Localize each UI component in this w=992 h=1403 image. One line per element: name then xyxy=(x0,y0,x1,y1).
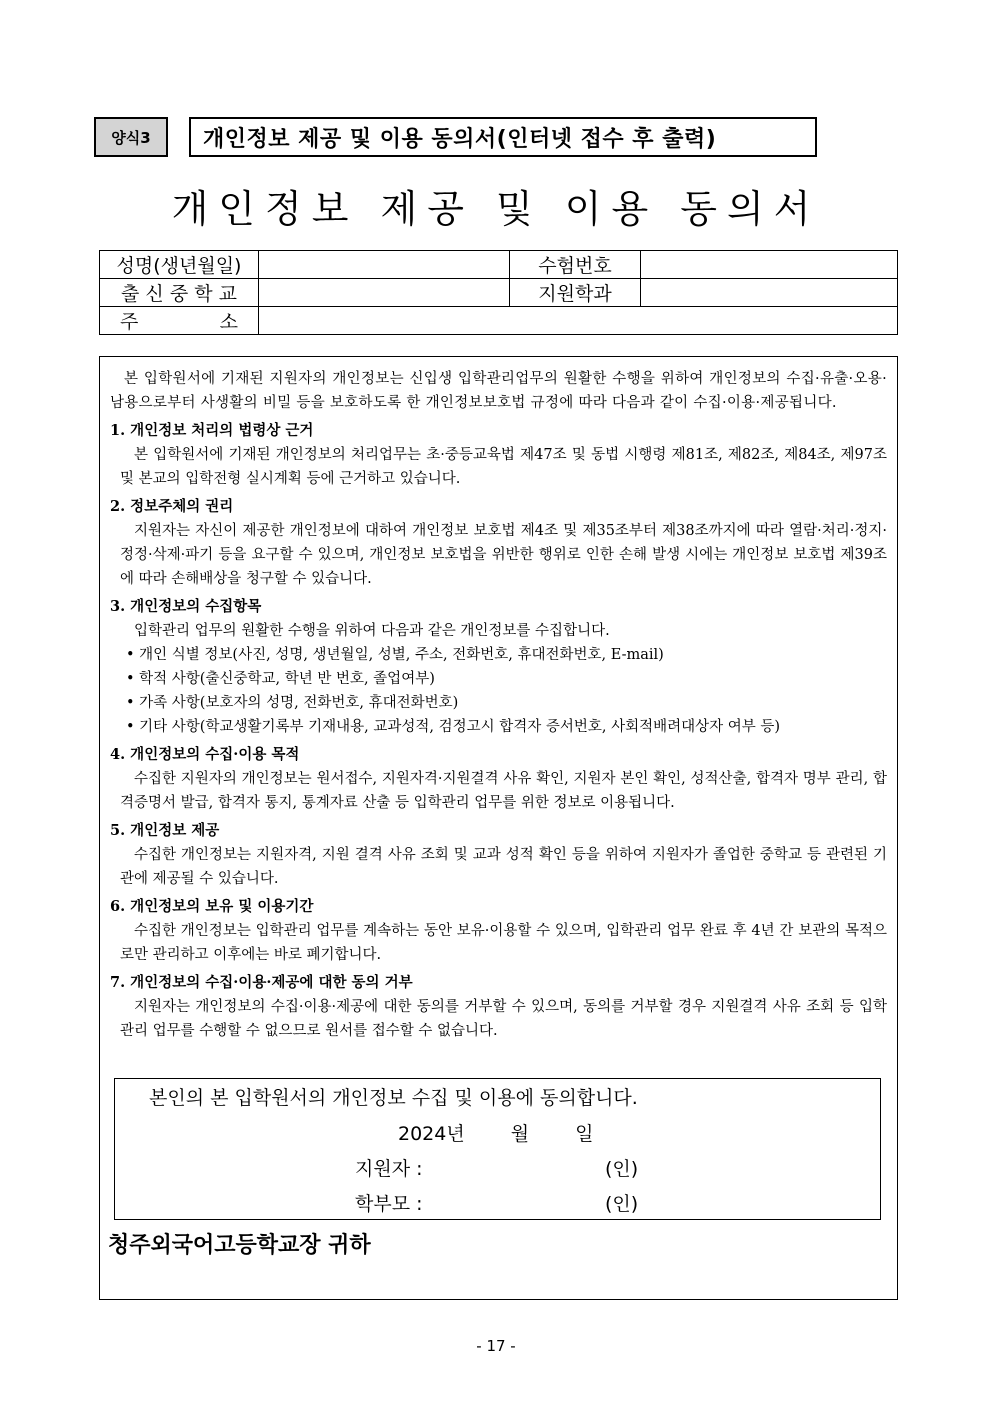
table-row xyxy=(100,251,898,279)
section-body: 수집한 개인정보는 입학관리 업무를 계속하는 동안 보유·이용할 수 있으며, 입학관리 업무 완료 후 4년 간 보관의 목적으로만 관리하고 이후에는 바로 폐기합니다. xyxy=(120,923,887,963)
section-title: 6. 개인정보의 보유 및 이용기간 xyxy=(110,898,314,915)
parent-label: 학부모 : xyxy=(355,1193,423,1215)
name-field[interactable] xyxy=(259,251,510,279)
list-item: • 가족 사항(보호자의 성명, 전화번호, 휴대전화번호) xyxy=(126,695,459,711)
form-header-title: 개인정보 제공 및 이용 동의서(인터넷 접수 후 출력) xyxy=(189,117,817,157)
table-row xyxy=(100,307,898,335)
table-row xyxy=(100,279,898,307)
form-number-tag: 양식3 xyxy=(94,117,168,157)
section-title: 2. 정보주체의 권리 xyxy=(110,498,234,515)
recipient-line: 청주외국어고등학교장 귀하 xyxy=(108,1232,371,1258)
section-body: 지원자는 자신이 제공한 개인정보에 대하여 개인정보 보호법 제4조 및 제35조부터 제38조까지에 따라 열람·처리·정지·정정·삭제·파기 등을 요구할 수 있으며, 개인정보 보호법을 위반한 행위로 인한 손해 발생 시에는 개인정보 보호법 제39조에 따라 손해배상을 청구할 수 있습니다. xyxy=(120,523,887,587)
section-body: 지원자는 개인정보의 수집·이용·제공에 대한 동의를 거부할 수 있으며, 동의를 거부할 경우 지원결격 사유 조회 등 입학관리 업무를 수행할 수 없으므로 원서를 접수할 수 없습니다. xyxy=(120,999,887,1039)
section-body: 입학관리 업무의 원활한 수행을 위하여 다음과 같은 개인정보를 수집합니다. xyxy=(134,623,610,639)
applicant-label: 지원자 : xyxy=(355,1158,423,1180)
exam-number-label: 수험번호 xyxy=(510,251,641,279)
section-title: 3. 개인정보의 수집항목 xyxy=(110,598,262,615)
list-item: • 기타 사항(학교생활기록부 기재내용, 교과성적, 검정고시 합격자 증서번호, 사회적배려대상자 여부 등) xyxy=(126,719,781,735)
applicant-signature-row[interactable] xyxy=(355,1154,638,1181)
date-month: 월 xyxy=(510,1123,530,1145)
name-label: 성명(생년월일) xyxy=(100,251,259,279)
date-day: 일 xyxy=(575,1123,594,1145)
middle-school-label: 출 신 중 학 교 xyxy=(100,279,259,307)
consent-date xyxy=(398,1119,593,1146)
address-label-part: 소 xyxy=(219,311,238,333)
document-title: 개인정보 제공 및 이용 동의서 xyxy=(171,187,821,231)
seal-mark: (인) xyxy=(605,1193,639,1215)
exam-number-field[interactable] xyxy=(641,251,898,279)
page-number: - 17 - xyxy=(476,1337,516,1355)
section-body: 수집한 개인정보는 지원자격, 지원 결격 사유 조회 및 교과 성적 확인 등을 위하여 지원자가 졸업한 중학교 등 관련된 기관에 제공될 수 있습니다. xyxy=(120,847,887,887)
section-body: 수집한 지원자의 개인정보는 원서접수, 지원자격·지원결격 사유 확인, 지원자 본인 확인, 성적산출, 합격자 명부 관리, 합격증명서 발급, 합격자 통지, 통계자료 산출 등 입학관리 업무를 위한 정보로 이용됩니다. xyxy=(120,771,887,811)
address-field[interactable] xyxy=(259,307,898,335)
department-label: 지원학과 xyxy=(510,279,641,307)
consent-statement: 본인의 본 입학원서의 개인정보 수집 및 이용에 동의합니다. xyxy=(149,1087,638,1109)
section-title: 4. 개인정보의 수집·이용 목적 xyxy=(110,746,300,763)
middle-school-field[interactable] xyxy=(259,279,510,307)
section-title: 5. 개인정보 제공 xyxy=(110,822,220,839)
intro-paragraph: 본 입학원서에 기재된 지원자의 개인정보는 신입생 입학관리업무의 원활한 수행을 위하여 개인정보의 수집·유출·오용·남용으로부터 사생활의 비밀 등을 보호하도록 한 개인정보보호법 규정에 따라 다음과 같이 수집·이용·제공됩니다. xyxy=(110,371,887,411)
seal-mark: (인) xyxy=(605,1158,639,1180)
address-label xyxy=(100,307,259,335)
list-item: • 개인 식별 정보(사진, 성명, 생년월일, 성별, 주소, 전화번호, 휴대전화번호, E-mail) xyxy=(126,647,664,663)
consent-body xyxy=(110,367,887,1043)
list-item: • 학적 사항(출신중학교, 학년 반 번호, 졸업여부) xyxy=(126,671,435,687)
section-title: 1. 개인정보 처리의 법령상 근거 xyxy=(110,422,314,439)
section-title: 7. 개인정보의 수집·이용·제공에 대한 동의 거부 xyxy=(110,974,413,991)
applicant-info-table xyxy=(99,250,898,335)
address-label-part: 주 xyxy=(120,311,139,333)
date-year: 2024년 xyxy=(398,1123,465,1145)
section-body: 본 입학원서에 기재된 개인정보의 처리업무는 초·중등교육법 제47조 및 동법 시행령 제81조, 제82조, 제84조, 제97조 및 본교의 입학전형 실시계획 등에 근거하고 있습니다. xyxy=(120,447,887,487)
parent-signature-row[interactable] xyxy=(355,1189,638,1216)
department-field[interactable] xyxy=(641,279,898,307)
consent-signature-box xyxy=(114,1078,881,1220)
